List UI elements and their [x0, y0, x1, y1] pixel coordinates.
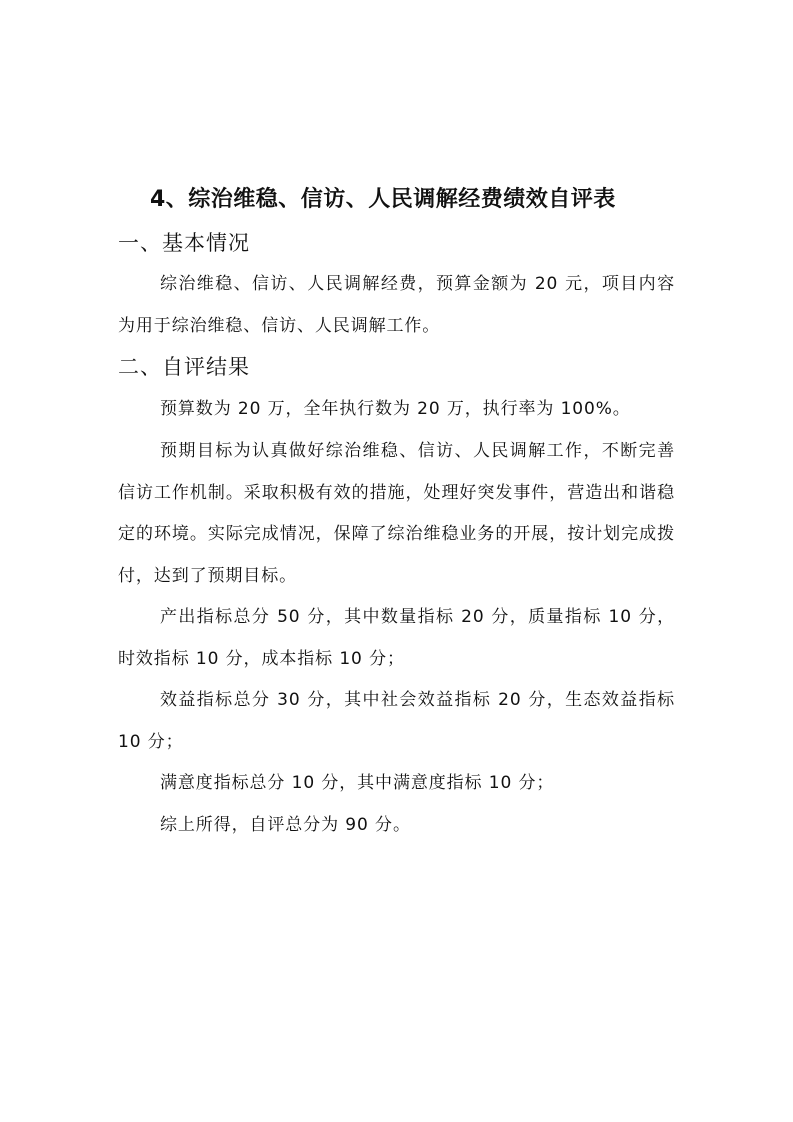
section-heading-self-evaluation: 二、自评结果 [118, 355, 250, 379]
paragraph-budget-execution: 预算数为 20 万，全年执行数为 20 万，执行率为 100%。 [160, 399, 631, 419]
paragraph-output-indicators: 产出指标总分 50 分，其中数量指标 20 分，质量指标 10 分，时效指标 10 分，成本指标 10 分； [118, 607, 675, 669]
document-title: 4、综治维稳、信访、人民调解经费绩效自评表 [150, 187, 616, 212]
paragraph-benefit-indicators: 效益指标总分 30 分，其中社会效益指标 20 分，生态效益指标 10 分； [118, 690, 675, 752]
section-heading-basic-info: 一、基本情况 [118, 231, 250, 255]
paragraph-total-score: 综上所得，自评总分为 90 分。 [160, 815, 411, 835]
paragraph-goals: 预期目标为认真做好综治维稳、信访、人民调解工作，不断完善信访工作机制。采取积极有效的措施，处理好突发事件，营造出和谐稳定的环境。实际完成情况，保障了综治维稳业务的开展，按计划完成拨付，达到了预期目标。 [118, 441, 675, 586]
paragraph-satisfaction-indicators: 满意度指标总分 10 分，其中满意度指标 10 分； [160, 773, 555, 793]
paragraph-basic-info: 综治维稳、信访、人民调解经费，预算金额为 20 元，项目内容为用于综治维稳、信访、人民调解工作。 [118, 274, 675, 336]
